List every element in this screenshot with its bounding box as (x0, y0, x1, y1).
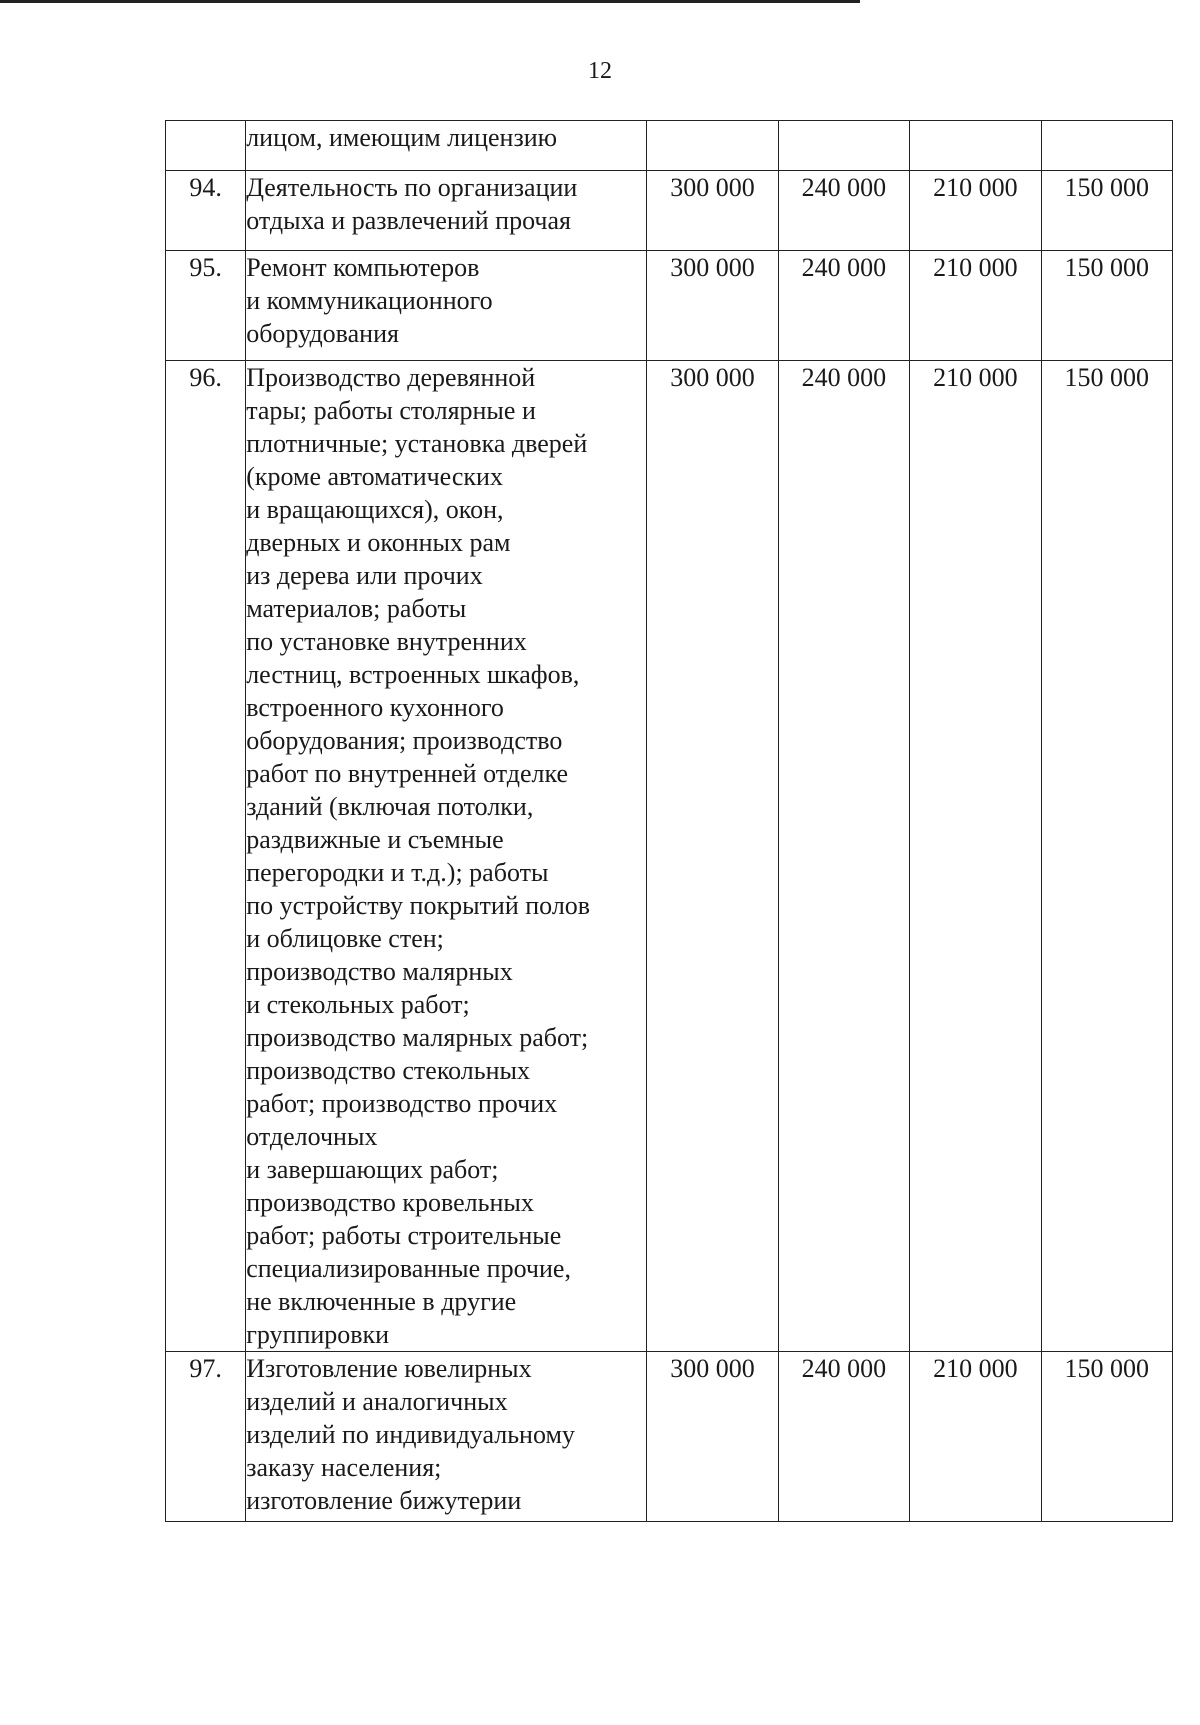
description-line: и коммуникационного (246, 286, 493, 315)
description-line: по устройству покрытий полов (246, 891, 591, 920)
description-line: и вращающихся), окон, (246, 495, 504, 524)
amount-cell: 240 000 (778, 171, 909, 251)
description-line: изготовление бижутерии (246, 1486, 522, 1515)
table-row (166, 171, 1173, 251)
description-line: и завершающих работ; (246, 1155, 499, 1184)
description-line: зданий (включая потолки, (246, 792, 534, 821)
row-number (166, 121, 246, 171)
description-line: встроенного кухонного (246, 693, 504, 722)
description-line: работ по внутренней отделке (246, 759, 569, 788)
row-number: 97. (166, 1352, 246, 1522)
description-line: Изготовление ювелирных (246, 1354, 532, 1383)
activity-description (246, 361, 647, 1352)
description-line: и стекольных работ; (246, 990, 470, 1019)
description-line: не включенные в другие (246, 1287, 517, 1316)
table-body (166, 121, 1173, 1522)
description-line: производство малярных (246, 957, 513, 986)
description-line: производство малярных работ; (246, 1023, 589, 1052)
amount-cell (778, 121, 909, 171)
description-line: производство кровельных (246, 1188, 534, 1217)
amount-cell (647, 121, 778, 171)
description-line: отдыха и развлечений прочая (246, 206, 571, 235)
description-line: дверных и оконных рам (246, 528, 511, 557)
description-line: (кроме автоматических (246, 462, 503, 491)
row-number: 96. (166, 361, 246, 1352)
row-number: 94. (166, 171, 246, 251)
description-line: оборудования (246, 319, 399, 348)
activity-description (246, 1352, 647, 1522)
description-line: перегородки и т.д.); работы (246, 858, 549, 887)
amount-cell: 150 000 (1041, 361, 1172, 1352)
description-line: оборудования; производство (246, 726, 563, 755)
amount-cell (1041, 121, 1172, 171)
description-line: плотничные; установка дверей (246, 429, 588, 458)
description-line: изделий и аналогичных (246, 1387, 508, 1416)
description-line: по установке внутренних (246, 627, 527, 656)
amount-cell: 300 000 (647, 361, 778, 1352)
description-line: отделочных (246, 1122, 378, 1151)
description-line: материалов; работы (246, 594, 467, 623)
amount-cell (910, 121, 1041, 171)
activity-description (246, 171, 647, 251)
activity-description (246, 121, 647, 171)
activity-description (246, 251, 647, 361)
description-line: заказу населения; (246, 1453, 442, 1482)
amount-cell: 210 000 (910, 1352, 1041, 1522)
description-line: лестниц, встроенных шкафов, (246, 660, 580, 689)
amount-cell: 210 000 (910, 361, 1041, 1352)
row-number: 95. (166, 251, 246, 361)
description-line: Ремонт компьютеров (246, 253, 480, 282)
description-line: лицом, имеющим лицензию (246, 123, 558, 152)
description-line: Деятельность по организации (246, 173, 578, 202)
amount-cell: 210 000 (910, 171, 1041, 251)
description-line: работ; производство прочих (246, 1089, 558, 1118)
amount-cell: 300 000 (647, 1352, 778, 1522)
description-line: и облицовке стен; (246, 924, 444, 953)
amount-cell: 150 000 (1041, 171, 1172, 251)
table-row (166, 1352, 1173, 1522)
description-line: производство стекольных (246, 1056, 531, 1085)
table-row (166, 361, 1173, 1352)
description-line: работ; работы строительные (246, 1221, 562, 1250)
description-line: раздвижные и съемные (246, 825, 504, 854)
amount-cell: 150 000 (1041, 251, 1172, 361)
description-line: Производство деревянной (246, 363, 536, 392)
description-line: специализированные прочие, (246, 1254, 571, 1283)
description-line: тары; работы столярные и (246, 396, 536, 425)
amount-cell: 240 000 (778, 251, 909, 361)
amount-cell: 150 000 (1041, 1352, 1172, 1522)
amount-cell: 210 000 (910, 251, 1041, 361)
amount-cell: 300 000 (647, 171, 778, 251)
amount-cell: 240 000 (778, 1352, 909, 1522)
table-row (166, 251, 1173, 361)
description-line: изделий по индивидуальному (246, 1420, 575, 1449)
amount-cell: 300 000 (647, 251, 778, 361)
amount-cell: 240 000 (778, 361, 909, 1352)
description-line: группировки (246, 1320, 390, 1349)
page-number: 12 (588, 58, 612, 84)
table-row (166, 121, 1173, 171)
description-line: из дерева или прочих (246, 561, 483, 590)
tariff-table (165, 120, 1173, 1522)
top-border-line (0, 0, 860, 3)
